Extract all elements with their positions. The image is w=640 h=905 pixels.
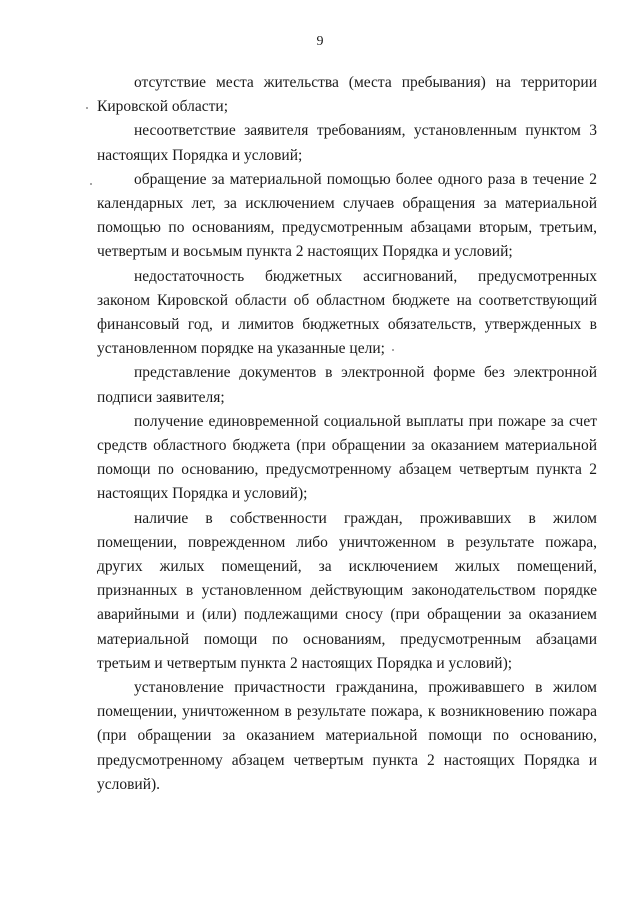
paragraph: наличие в собственности граждан, проживавших в жилом помещении, поврежденном либо уничтоженном в результате пожара, других жилых помещений, за исключением жилых помещений, признанных в установленном действующим законодательством порядке аварийными и (или) подлежащими сносу (при обращении за оказанием материальной помощи по основаниям, предусмотренным абзацами третьим и четвертым пункта 2 настоящих Порядка и условий); [97, 509, 597, 672]
page-number: 9 [316, 34, 324, 49]
scan-speck [86, 107, 88, 109]
document-body [97, 71, 597, 797]
paragraph: представление документов в электронной форме без электронной подписи заявителя; [97, 364, 597, 406]
paragraph: отсутствие места жительства (места пребывания) на территории Кировской области; [97, 74, 597, 116]
paragraph: обращение за материальной помощью более одного раза в течение 2 календарных лет, за исключением случаев обращения за материальной помощью по основаниям, предусмотренным абзацами вторым, третьим, четвертым и восьмым пункта 2 настоящих Порядка и условий; [97, 170, 597, 261]
paragraph: недостаточность бюджетных ассигнований, предусмотренных законом Кировской области об областном бюджете на соответствующий финансовый год, и лимитов бюджетных обязательств, утвержденных в установленном порядке на указанные цели; [97, 267, 597, 358]
paragraph: несоответствие заявителя требованиям, установленным пунктом 3 настоящих Порядка и условий; [97, 122, 597, 164]
paragraph: получение единовременной социальной выплаты при пожаре за счет средств областного бюджета (при обращении за оказанием материальной помощи по основанию, предусмотренному абзацем четвертым пункта 2 настоящих Порядка и условий); [97, 412, 597, 503]
scan-speck [90, 183, 92, 185]
paragraph: установление причастности гражданина, проживавшего в жилом помещении, уничтоженном в результате пожара, к возникновению пожара (при обращении за оказанием материальной помощи по основанию, предусмотренному абзацем четвертым пункта 2 настоящих Порядка и условий). [97, 679, 597, 793]
